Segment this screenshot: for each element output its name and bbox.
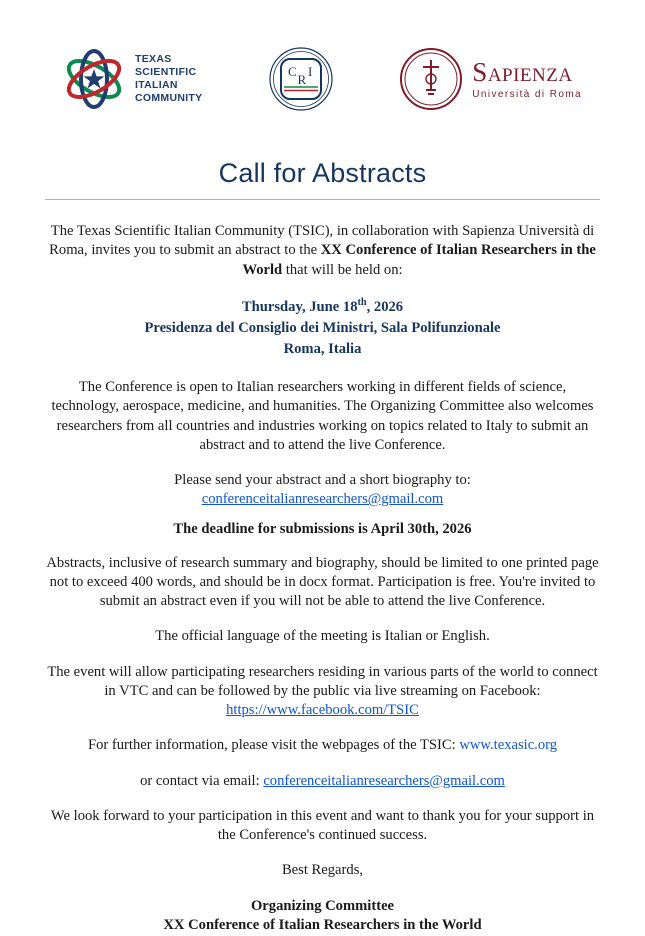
event-date-suffix: , 2026 (366, 298, 404, 315)
event-details (45, 296, 600, 360)
tsic-line-4: COMMUNITY (135, 92, 203, 104)
sapienza-subtitle: Università di Roma (472, 88, 582, 100)
scope-paragraph: The Conference is open to Italian researchers working in different fields of science, technology, aerospace, medicine, and humanities. The Organizing Committee also welcomes researchers from all countries and industries working on topics related to Italy to submit an abstract and to attend the live Conference. (51, 379, 594, 453)
tsic-logo-text (135, 53, 202, 105)
facebook-link[interactable]: https://www.facebook.com/TSIC (226, 702, 419, 719)
cri-emblem-icon (268, 46, 334, 112)
event-date-prefix: Thursday, June 18 (241, 298, 358, 315)
event-date (45, 296, 600, 318)
tsic-website-link[interactable]: www.texasic.org (459, 737, 558, 754)
deadline-text: The deadline for submissions is April 30th, 2026 (173, 520, 472, 537)
event-date-sup: th (357, 296, 367, 308)
cri-logo (268, 46, 334, 112)
tsic-line-3: ITALIAN (135, 79, 178, 91)
tsic-logo (63, 48, 202, 110)
svg-text:C: C (288, 64, 298, 79)
intro-part2: that will be held on: (282, 261, 403, 278)
submission-email-link[interactable]: conferenceitalianresearchers@gmail.com (201, 491, 444, 508)
event-city: Roma, Italia (283, 340, 362, 357)
thanks-paragraph: We look forward to your participation in this event and want to thank you for your support in the Conference's continued success. (50, 807, 595, 844)
signature-block (45, 897, 600, 936)
regards-text: Best Regards, (281, 862, 364, 879)
sapienza-title: Sapienza (472, 56, 573, 87)
page-title: Call for Abstracts (218, 158, 427, 188)
signature-line-2: XX Conference of Italian Researchers in the World (163, 917, 482, 934)
sapienza-seal-icon (400, 48, 462, 110)
tsic-line-1: TEXAS (135, 53, 172, 65)
streaming-paragraph (45, 663, 600, 721)
language-paragraph: The official language of the meeting is Italian or English. (155, 628, 490, 645)
svg-text:I: I (308, 64, 313, 79)
contact-email-link[interactable]: conferenceitalianresearchers@gmail.com (263, 772, 505, 789)
logo-row (45, 0, 600, 128)
event-venue: Presidenza del Consiglio dei Ministri, Sala Polifunzionale (144, 319, 501, 336)
tsic-line-2: SCIENTIFIC (135, 66, 197, 78)
intro-paragraph (45, 222, 600, 280)
sapienza-wordmark (472, 56, 582, 100)
abstract-limits-paragraph: Abstracts, inclusive of research summary and biography, should be limited to one printed page not to exceed 400 words, and should be in docx format. Participation is free. You're invited to submit an abstract even if you will not be able to attend the live Conference. (46, 554, 599, 610)
title-divider (45, 199, 600, 200)
svg-text:R: R (297, 72, 307, 87)
info-prefix: For further information, please visit the webpages of the TSIC: (87, 737, 460, 754)
sapienza-logo (400, 48, 582, 110)
contact-prefix: or contact via email: (140, 772, 264, 789)
tsic-atom-icon (63, 48, 125, 110)
streaming-prefix: The event will allow participating researchers residing in various parts of the world to connect in VTC and can be followed by the public via live streaming on Facebook: (47, 663, 598, 699)
submission-prefix: Please send your abstract and a short biography to: (174, 472, 471, 489)
signature-line-1: Organizing Committee (250, 897, 395, 914)
submission-paragraph (45, 471, 600, 510)
info-paragraph (45, 736, 600, 755)
contact-paragraph (45, 772, 600, 791)
intro-conference-name: XX Conference of Italian Researchers in the World (242, 242, 596, 278)
intro-part1: The Texas Scientific Italian Community (TSIC), in collaboration with Sapienza Università di Roma, invites you to submit an abstract to the (49, 223, 595, 259)
